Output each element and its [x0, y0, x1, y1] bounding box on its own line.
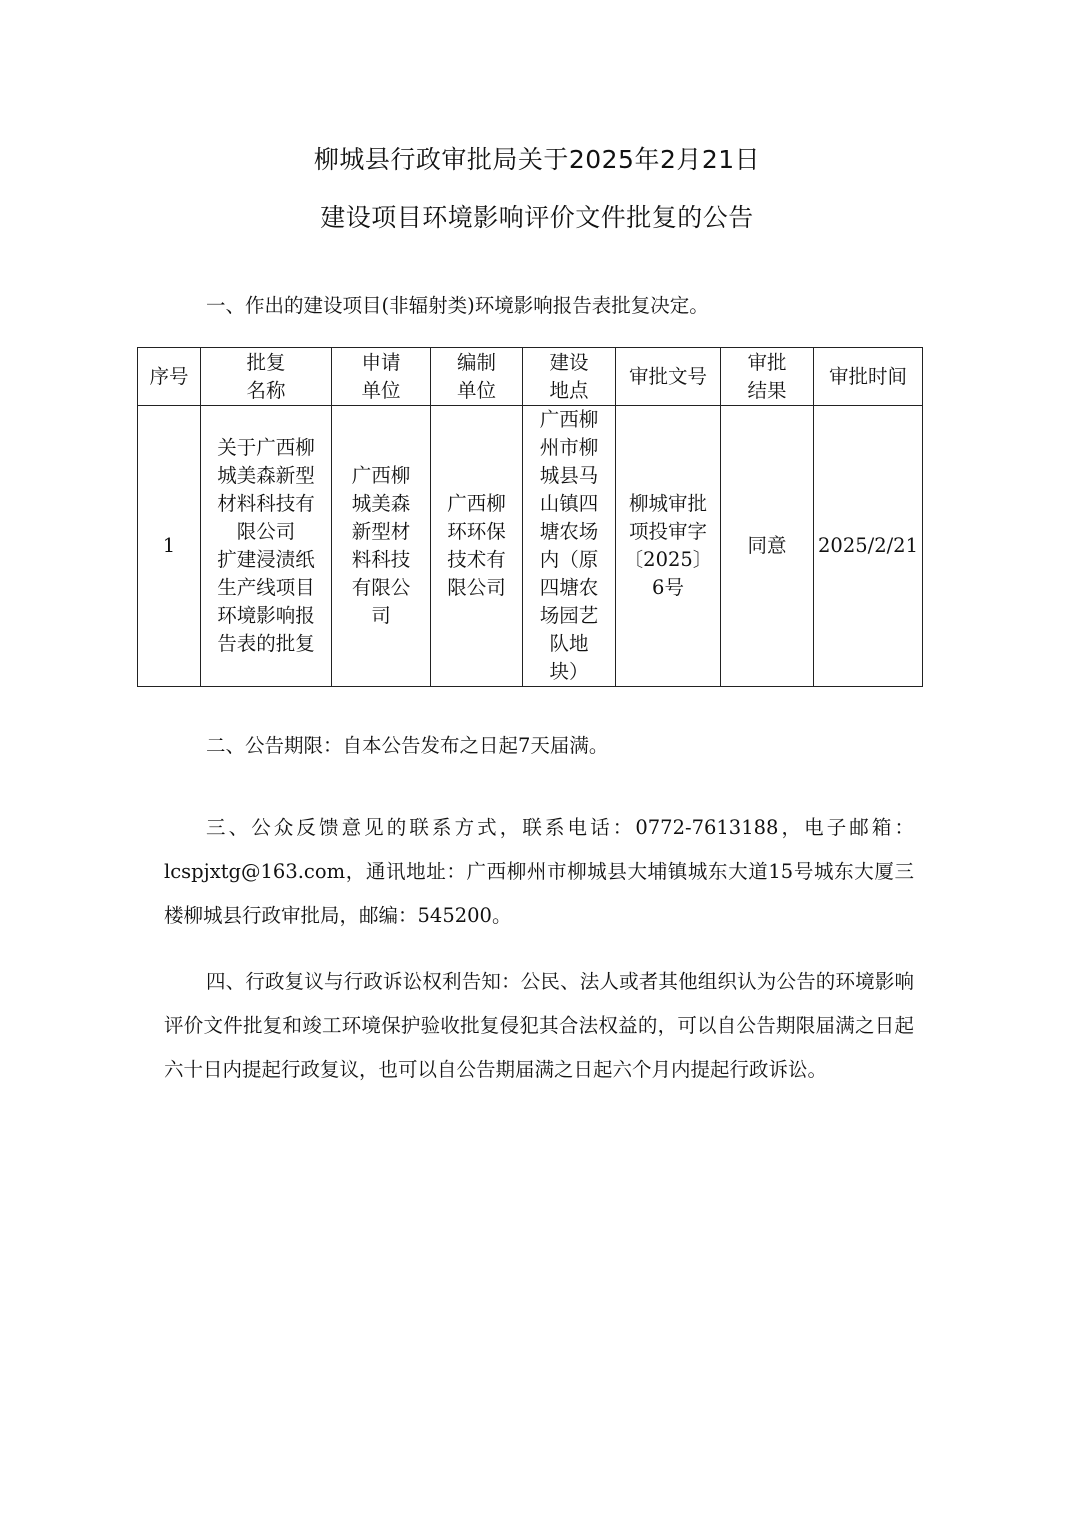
cell-line: 料科技	[351, 548, 411, 571]
cell-line: 地点	[549, 378, 589, 402]
cell-line: 州市柳	[539, 436, 599, 459]
cell-line: 限公司	[447, 576, 506, 599]
cell-line: 材料科技有	[217, 492, 315, 515]
cell-line: 批复	[246, 350, 286, 374]
cell-line: 申请	[361, 350, 401, 374]
cell-line: 单位	[456, 378, 496, 402]
cell-line: 编制	[456, 350, 496, 374]
cell-line: 广西柳	[447, 492, 506, 515]
header-approval-date	[814, 348, 923, 406]
cell-line: 城美森	[351, 492, 411, 515]
cell-line: 序号	[149, 364, 189, 388]
cell-line: 审批	[747, 350, 787, 374]
cell-line: 审批文号	[628, 364, 707, 388]
cell-applicant	[332, 406, 431, 687]
cell-line: 新型材	[351, 520, 411, 543]
cell-line: 关于广西柳	[217, 436, 315, 459]
cell-line: 广西柳	[539, 408, 599, 431]
cell-result: 同意	[721, 406, 814, 687]
table-header-row	[138, 348, 923, 406]
header-applicant	[332, 348, 431, 406]
section-2-announcement-period: 二、公告期限：自本公告发布之日起7天届满。	[206, 734, 609, 757]
cell-line: 广西柳	[351, 464, 411, 487]
header-serial-number	[138, 348, 201, 406]
header-location	[523, 348, 616, 406]
approval-table	[137, 347, 923, 687]
cell-line: 四塘农	[539, 576, 599, 599]
cell-line: 名称	[246, 378, 286, 402]
cell-line: 建设	[549, 350, 589, 374]
cell-line: 环环保	[447, 520, 506, 543]
cell-line: 城县马	[539, 464, 599, 487]
cell-line: 有限公	[351, 576, 411, 599]
cell-line: 队地	[549, 632, 589, 655]
cell-line: 城美森新型	[217, 464, 315, 487]
header-approval-name	[201, 348, 332, 406]
cell-line: 告表的批复	[217, 632, 315, 655]
cell-line: 柳城审批	[628, 492, 707, 515]
document-title-line-2: 建设项目环境影响评价文件批复的公告	[320, 203, 754, 232]
cell-line: 塘农场	[539, 520, 599, 543]
cell-serial-number: 1	[138, 406, 201, 687]
cell-line: 司	[371, 604, 391, 627]
document-title-line-1: 柳城县行政审批局关于2025年2月21日	[313, 145, 761, 174]
header-preparer	[431, 348, 523, 406]
cell-line: 扩建浸渍纸	[217, 548, 315, 571]
cell-approval-date: 2025/2/21	[814, 406, 923, 687]
cell-line: 单位	[361, 378, 401, 402]
section-1-heading: 一、作出的建设项目(非辐射类)环境影响报告表批复决定。	[206, 294, 709, 317]
cell-line: 场园艺	[539, 604, 599, 627]
cell-line: 生产线项目	[217, 576, 315, 599]
cell-approval-name	[201, 406, 332, 687]
cell-line: 结果	[747, 378, 787, 402]
header-result	[721, 348, 814, 406]
table-row	[138, 406, 923, 687]
cell-document-number	[616, 406, 721, 687]
cell-line: 限公司	[236, 520, 296, 543]
cell-line: 项投审字	[628, 520, 707, 543]
section-4-rights-notice: 四、行政复议与行政诉讼权利告知：公民、法人或者其他组织认为公告的环境影响评价文件批复和竣工环境保护验收批复侵犯其合法权益的，可以自公告期限届满之日起六十日内提起行政复议，也可以自公告期届满之日起六个月内提起行政诉讼。	[164, 970, 914, 1081]
cell-line: 〔2025〕	[623, 548, 713, 571]
cell-line: 6号	[652, 576, 684, 599]
cell-location	[523, 406, 616, 687]
header-document-number	[616, 348, 721, 406]
cell-line: 块）	[549, 660, 589, 683]
cell-line: 技术有	[447, 548, 506, 571]
section-3-contact-info: 三、公众反馈意见的联系方式，联系电话：0772-7613188，电子邮箱：lcspjxtg@163.com，通讯地址：广西柳州市柳城县大埔镇城东大道15号城东大厦三楼柳城县行政审批局，邮编：545200。	[164, 816, 914, 927]
cell-line: 内（原	[539, 548, 599, 571]
cell-line: 环境影响报	[217, 604, 315, 627]
cell-line: 审批时间	[828, 364, 907, 388]
cell-line: 山镇四	[539, 492, 599, 515]
cell-preparer	[431, 406, 523, 687]
